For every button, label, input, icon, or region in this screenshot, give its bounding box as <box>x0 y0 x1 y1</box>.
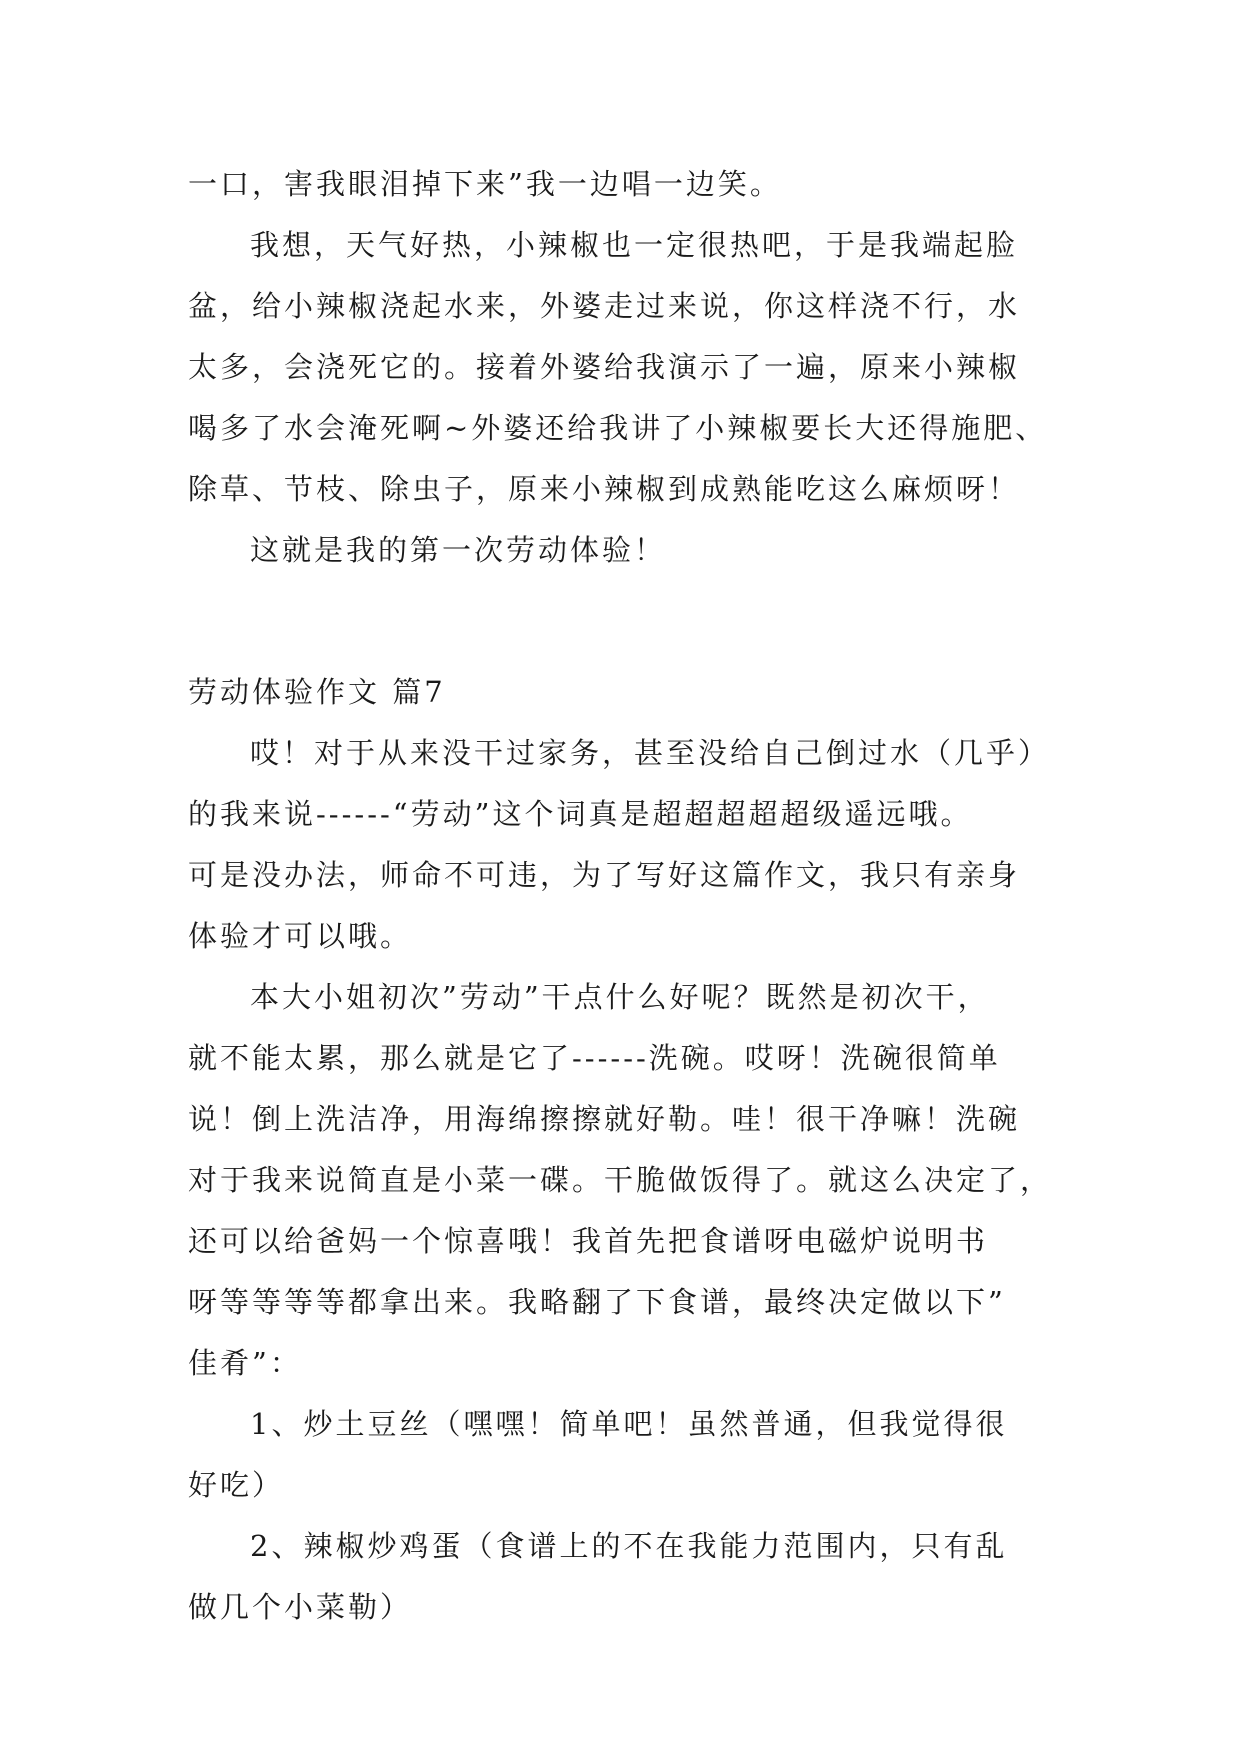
essay-continuation <box>188 154 1058 581</box>
text-line: 还可以给爸妈一个惊喜哦！我首先把食谱呀电磁炉说明书 <box>188 1224 989 1258</box>
text-line: 太多，会浇死它的。接着外婆给我演示了一遍，原来小辣椒 <box>188 350 1021 384</box>
paragraph-start-line: 本大小姐初次”劳动”干点什么好呢？既然是初次干， <box>250 980 990 1014</box>
text-line: 就不能太累，那么就是它了------洗碗。哎呀！洗碗很简单 <box>188 1041 1001 1075</box>
text-line: 一口，害我眼泪掉下来”我一边唱一边笑。 <box>188 167 782 201</box>
text-line: 说！倒上洗洁净，用海绵擦擦就好勒。哇！很干净嘛！洗碗 <box>188 1102 1021 1136</box>
text-line: 除草、节枝、除虫子，原来小辣椒到成熟能吃这么麻烦呀！ <box>188 472 1021 506</box>
text-line: 喝多了水会淹死啊~外婆还给我讲了小辣椒要长大还得施肥、 <box>188 411 1048 445</box>
section-heading: 劳动体验作文 篇7 <box>188 675 446 709</box>
text-line: 做几个小菜勒） <box>188 1590 413 1624</box>
text-line: 体验才可以哦。 <box>188 919 413 953</box>
list-item-line: 2、辣椒炒鸡蛋（食谱上的不在我能力范围内，只有乱 <box>250 1529 1008 1563</box>
text-line: 好吃） <box>188 1468 285 1502</box>
paragraph-start-line: 哎！对于从来没干过家务，甚至没给自己倒过水（几乎） <box>250 736 1051 770</box>
text-line: 佳肴”： <box>188 1346 302 1380</box>
paragraph-start-line: 这就是我的第一次劳动体验！ <box>250 533 667 567</box>
text-line: 盆，给小辣椒浇起水来，外婆走过来说，你这样浇不行，水 <box>188 289 1021 323</box>
text-line: 可是没办法，师命不可违，为了写好这篇作文，我只有亲身 <box>188 858 1021 892</box>
paragraph-start-line: 我想，天气好热，小辣椒也一定很热吧，于是我端起脸 <box>250 228 1019 262</box>
essay-section-7 <box>188 662 1058 1638</box>
text-line: 对于我来说简直是小菜一碟。干脆做饭得了。就这么决定了， <box>188 1163 1053 1197</box>
list-item-line: 1、炒土豆丝（嘿嘿！简单吧！虽然普通，但我觉得很 <box>250 1407 1008 1441</box>
text-line: 呀等等等等都拿出来。我略翻了下食谱，最终决定做以下” <box>188 1285 1006 1319</box>
text-line: 的我来说------“劳动”这个词真是超超超超超级遥远哦。 <box>188 797 973 831</box>
